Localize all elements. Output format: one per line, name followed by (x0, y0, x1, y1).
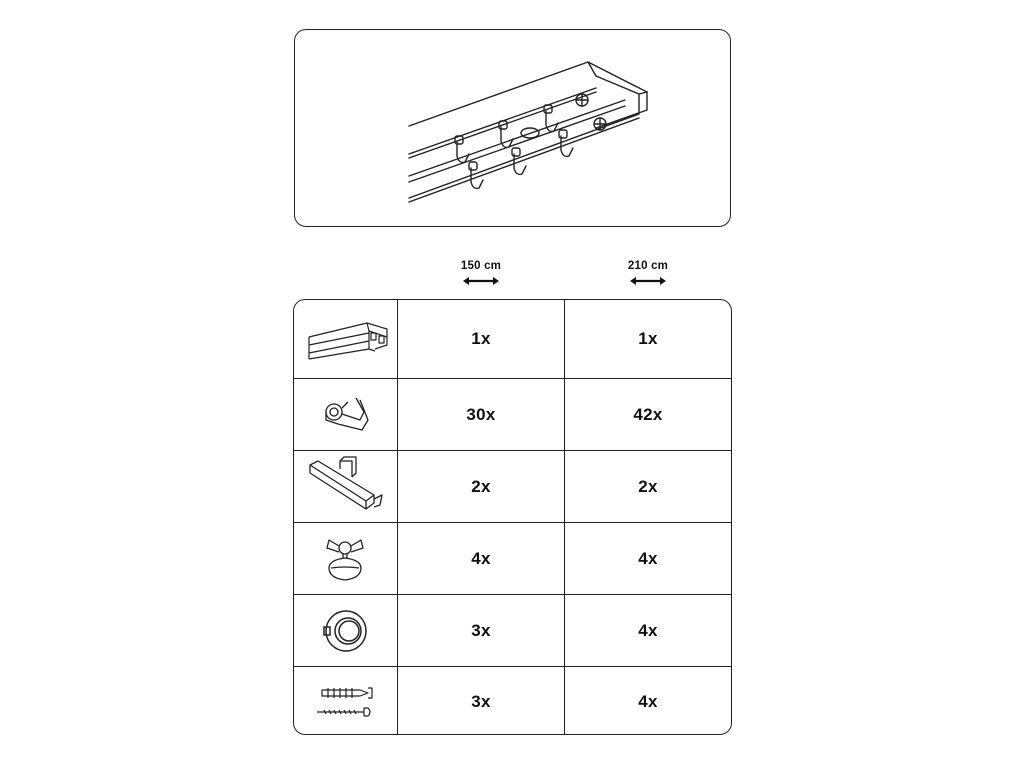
rail-profile-icon (301, 309, 391, 369)
table-row (294, 300, 731, 379)
quantity-150cm: 2x (398, 451, 565, 522)
quantity-150cm: 4x (398, 523, 565, 594)
table-row (294, 523, 731, 595)
column-header-150cm (436, 258, 526, 286)
quantity-150cm: 30x (398, 379, 565, 450)
quantity-210cm: 1x (638, 329, 658, 348)
double-arrow-icon (462, 276, 500, 286)
quantity-210cm: 4x (638, 691, 658, 711)
parts-quantity-table (293, 299, 732, 735)
rail-illustration-panel (294, 29, 731, 227)
part-image-cell (294, 379, 398, 450)
table-row (294, 595, 731, 667)
end-cap-icon (304, 455, 388, 519)
table-row (294, 667, 731, 735)
glider-hook-icon (314, 390, 378, 440)
column-header-210cm (603, 258, 693, 286)
part-image-cell (294, 523, 398, 594)
screw-and-plug-icon (316, 680, 376, 724)
double-arrow-icon (629, 276, 667, 286)
quantity-210cm: 4x (638, 548, 658, 568)
part-image-cell (294, 300, 398, 378)
column-label: 210 cm (627, 260, 669, 272)
stopper-clip-icon (321, 532, 371, 586)
quantity-210cm: 42x (633, 404, 663, 424)
part-image-cell (294, 595, 398, 666)
quantity-150cm: 1x (398, 300, 565, 378)
ceiling-bracket-icon (320, 605, 372, 657)
part-image-cell (294, 667, 398, 735)
quantity-210cm: 4x (638, 620, 658, 640)
stopper-clip-icon (576, 94, 588, 106)
table-row (294, 379, 731, 451)
column-label: 150 cm (460, 260, 502, 272)
quantity-210cm: 2x (638, 476, 658, 496)
table-row (294, 451, 731, 523)
quantity-150cm: 3x (398, 667, 565, 735)
stopper-clip-icon (594, 118, 606, 130)
quantity-150cm: 3x (398, 595, 565, 666)
part-image-cell (294, 451, 398, 522)
double-track-curtain-rail-icon (295, 30, 731, 227)
